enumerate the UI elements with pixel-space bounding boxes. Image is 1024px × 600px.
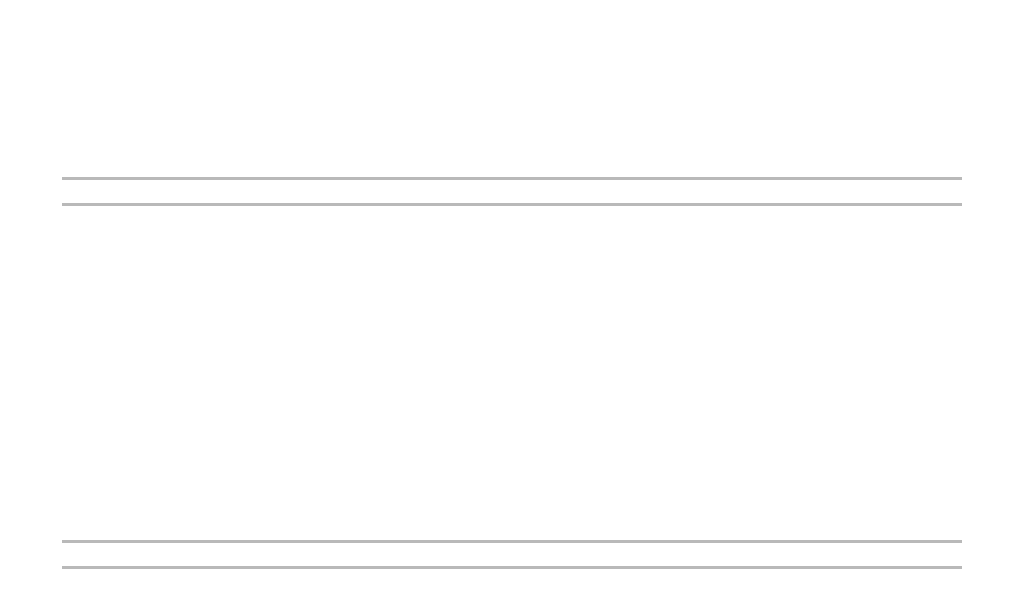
section-divider — [62, 566, 962, 569]
section-divider — [62, 540, 962, 543]
section-divider — [62, 177, 962, 180]
section-divider — [62, 203, 962, 206]
